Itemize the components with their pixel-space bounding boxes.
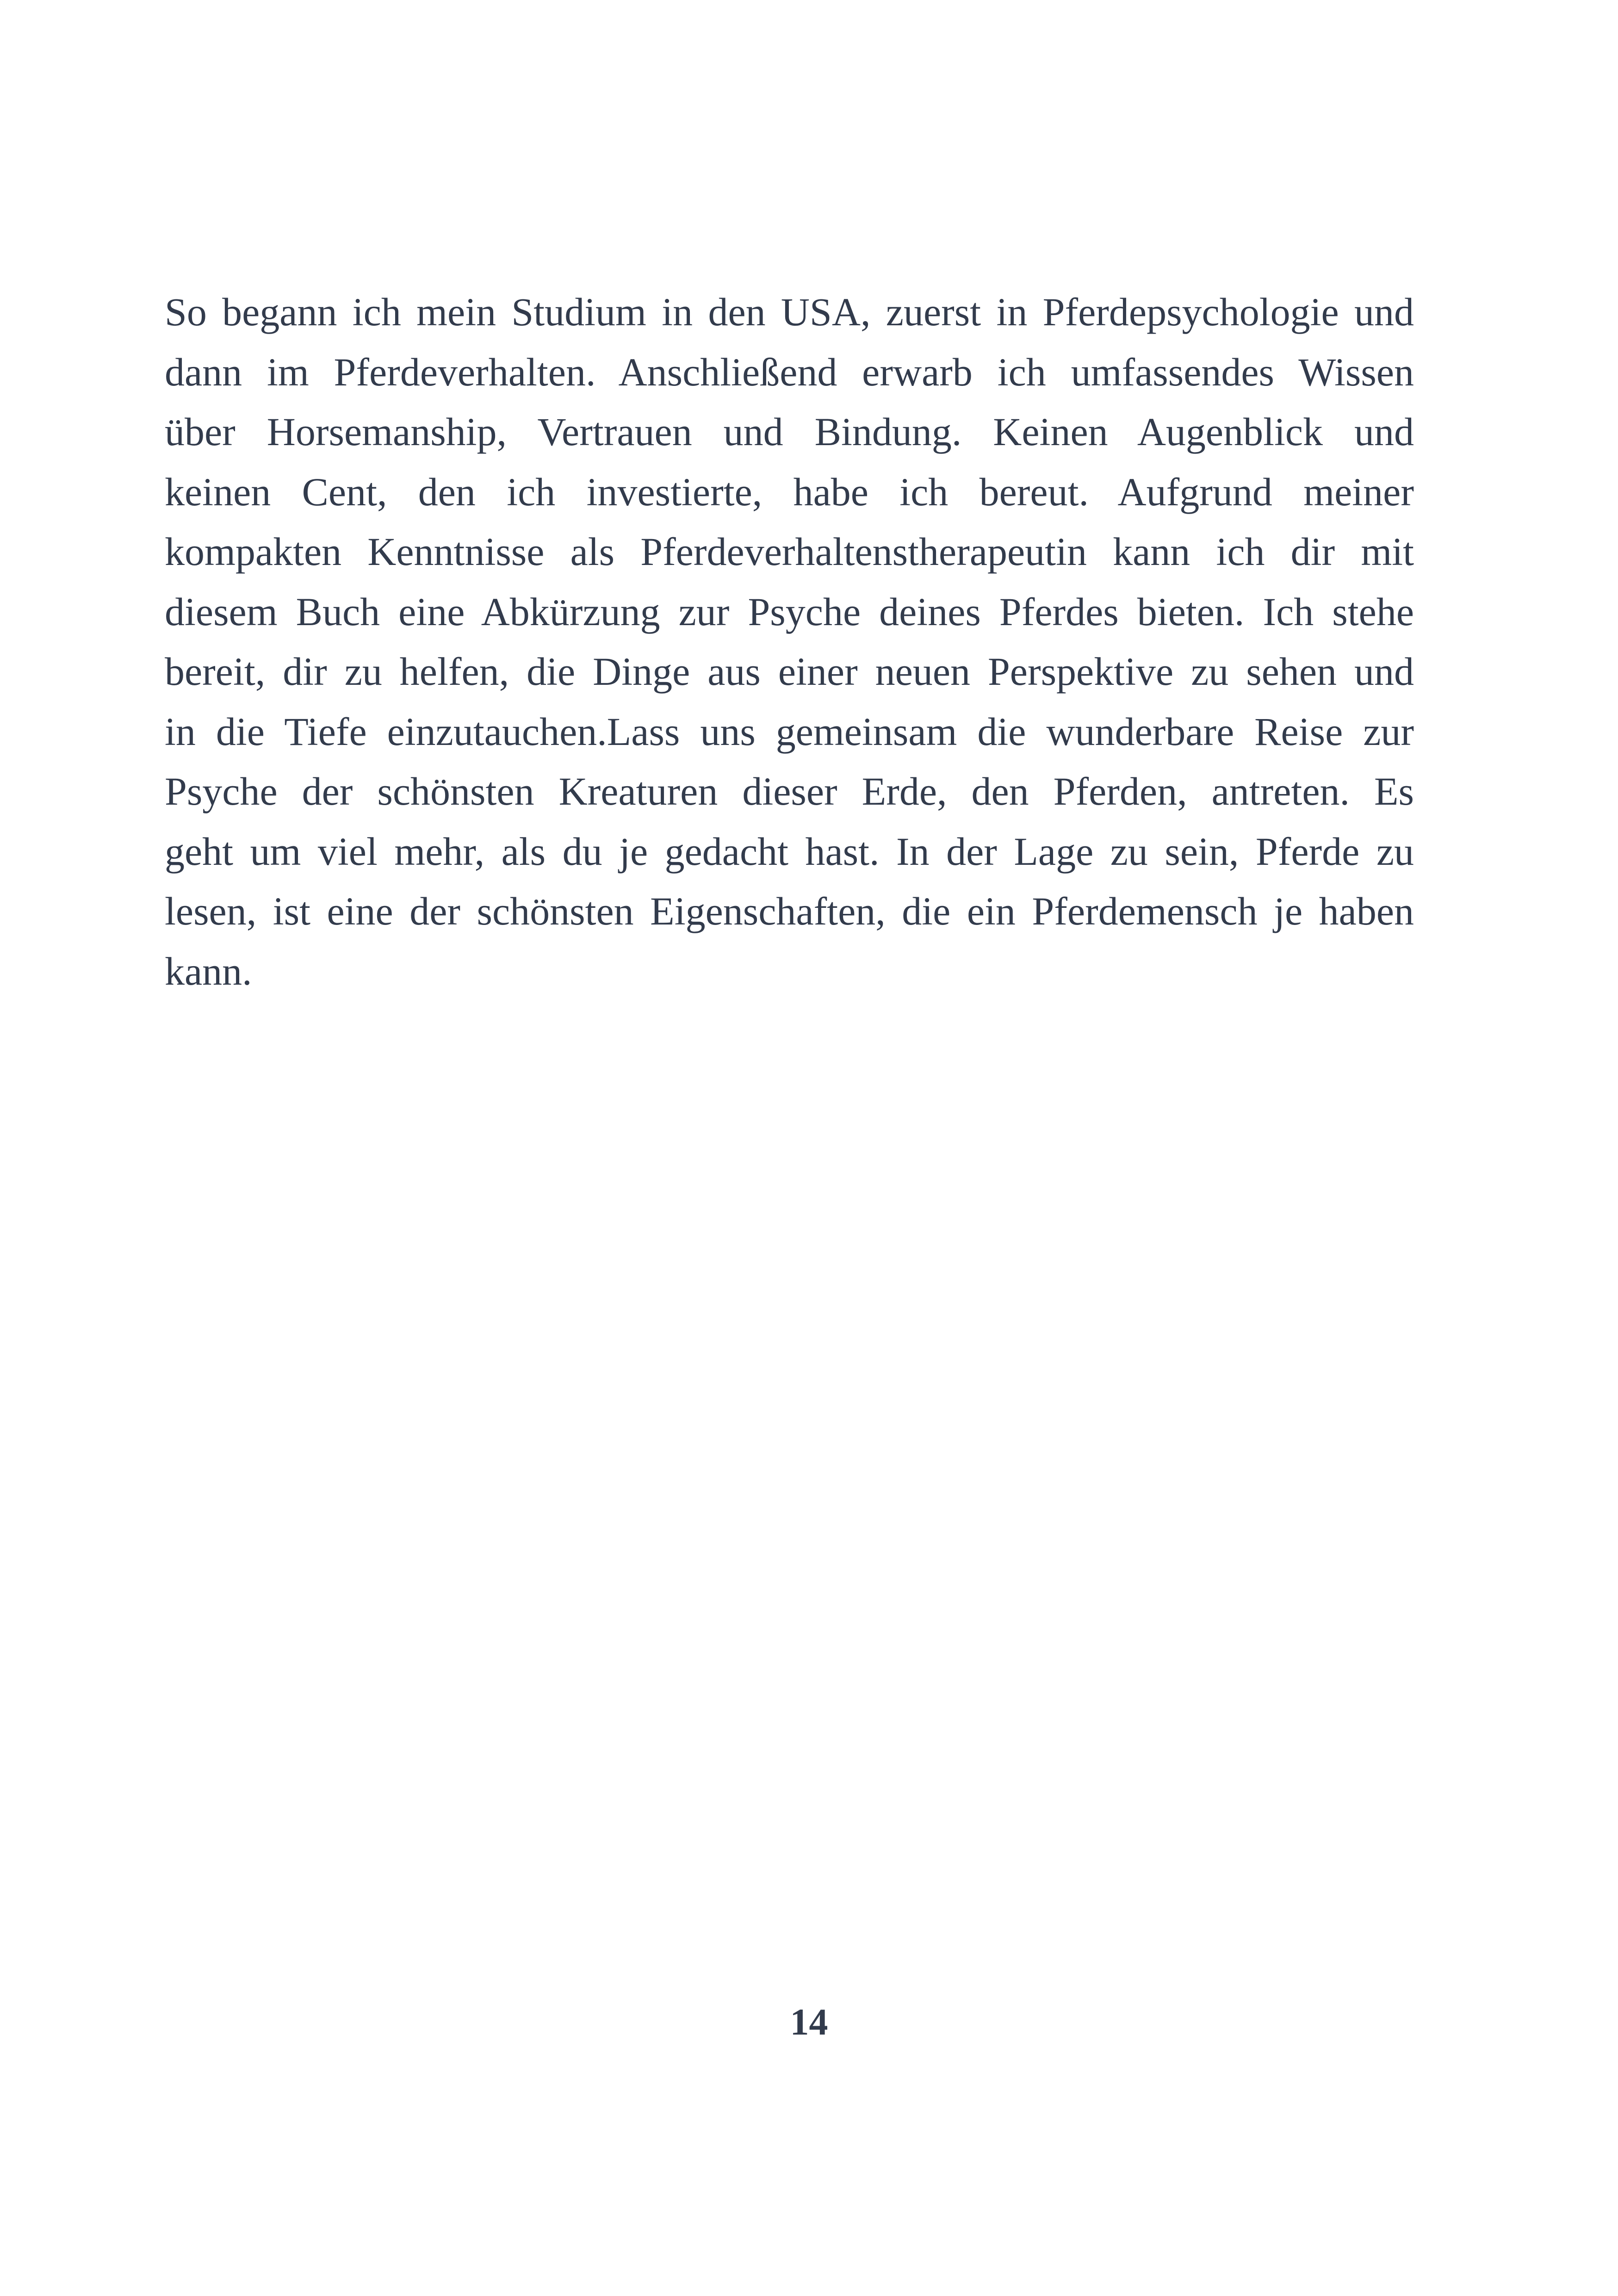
paragraph-line: bereit, dir zu helfen, die Dinge aus einer neuen Perspektive zu sehen und xyxy=(165,649,1414,694)
paragraph-line: keinen Cent, den ich investierte, habe ich bereut. Aufgrund meiner xyxy=(165,469,1414,514)
page-number: 14 xyxy=(790,2001,828,2043)
paragraph-line: Psyche der schönsten Kreaturen dieser Erde, den Pferden, antreten. Es xyxy=(165,769,1414,813)
paragraph-line: lesen, ist eine der schönsten Eigenschaften, die ein Pferdemensch je haben xyxy=(165,889,1414,933)
body-paragraph xyxy=(165,282,1414,1001)
paragraph-line: in die Tiefe einzutauchen.Lass uns gemeinsam die wunderbare Reise zur xyxy=(165,709,1414,754)
paragraph-line: geht um viel mehr, als du je gedacht hast. In der Lage zu sein, Pferde zu xyxy=(165,829,1414,874)
paragraph-line: So begann ich mein Studium in den USA, zuerst in Pferdepsychologie und xyxy=(165,290,1414,334)
paragraph-line: dann im Pferdeverhalten. Anschließend erwarb ich umfassendes Wissen xyxy=(165,349,1414,394)
paragraph-line: kann. xyxy=(165,949,252,993)
paragraph-line: diesem Buch eine Abkürzung zur Psyche deines Pferdes bieten. Ich stehe xyxy=(165,589,1414,634)
paragraph-line: kompakten Kenntnisse als Pferdeverhaltenstherapeutin kann ich dir mit xyxy=(165,529,1414,574)
paragraph-line: über Horsemanship, Vertrauen und Bindung. Keinen Augenblick und xyxy=(165,410,1414,454)
